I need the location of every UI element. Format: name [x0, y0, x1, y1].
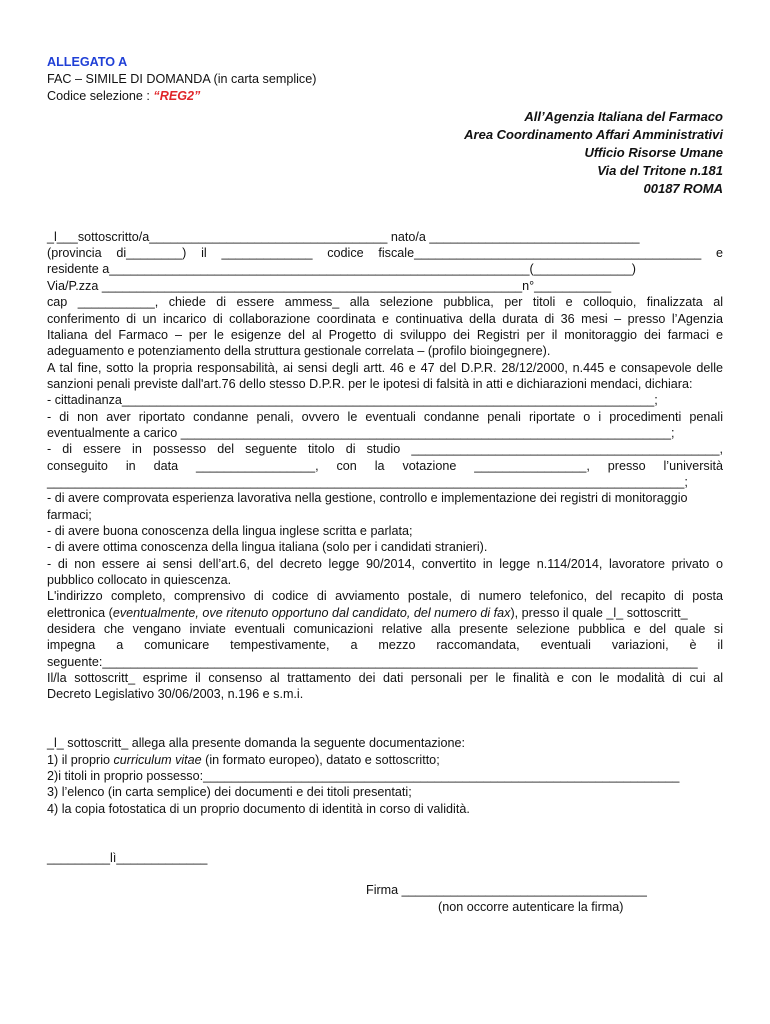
body-line-7: Italiana del Farmaco – per le esigenze del al Progetto di sviluppo dei Registri per il monitoraggio dei farmaci e [47, 328, 723, 342]
address-line-3: Ufficio Risorse Umane [584, 145, 723, 160]
body-line-18: farmaci; [47, 508, 92, 522]
docs-item-1-start: 1) il proprio [47, 753, 114, 767]
body-line-11: - cittadinanza____________________________________________________________________________; [47, 393, 658, 407]
body-line-24-end: ), presso il quale _l_ sottoscritt_ [510, 606, 688, 620]
body-line-16: ___________________________________________________________________________________________; [47, 475, 688, 489]
address-line-1: All’Agenzia Italiana del Farmaco [524, 109, 723, 124]
signature-note: (non occorre autenticare la firma) [438, 900, 624, 914]
body-line-22: pubblico collocato in quiescenza. [47, 573, 232, 587]
docs-item-2: 2)i titoli in proprio possesso:____________________________________________________________________ [47, 769, 680, 783]
body-line-24-italic: eventualmente, ove ritenuto opportuno dal candidato, del numero di fax [112, 606, 511, 620]
body-line-2: (provincia di________) il _____________ codice fiscale_________________________________________ e [47, 246, 723, 260]
codice-label: Codice selezione : [47, 89, 154, 103]
docs-item-1 [47, 752, 723, 768]
docs-item-3: 3) l’elenco (in carta semplice) dei documenti e dei titoli presentati; [47, 785, 412, 799]
docs-item-1-end: (in formato europeo), datato e sottoscritto; [201, 753, 440, 767]
body-line-20: - di avere ottima conoscenza della lingua italiana (solo per i candidati stranieri). [47, 540, 488, 554]
place-date-field: _________lì_____________ [47, 851, 208, 865]
docs-item-1-italic: curriculum vitae [113, 753, 202, 767]
body-line-9: A tal fine, sotto la propria responsabilità, ai sensi degli artt. 46 e 47 del D.P.R. 28/12/2000, n.445 e consapevole delle [47, 361, 723, 375]
body-line-23: L'indirizzo completo, comprensivo di codice di avviamento postale, di numero telefonico, del recapito di posta [47, 589, 723, 603]
body-line-17: - di avere comprovata esperienza lavorativa nella gestione, controllo e implementazione dei registri di monitoraggio [47, 491, 688, 505]
body-line-29: Decreto Legislativo 30/06/2003, n.196 e s.m.i. [47, 687, 304, 701]
address-line-5: 00187 ROMA [643, 181, 723, 196]
address-line-2: Area Coordinamento Affari Amministrativi [464, 127, 723, 142]
address-line-4: Via del Tritone n.181 [597, 163, 723, 178]
body-line-21: - di non essere ai sensi dell’art.6, del decreto legge 90/2014, convertito in legge n.114/2014, lavoratore privato o [47, 557, 723, 571]
body-line-25: desidera che vengano inviate eventuali comunicazioni relative alla presente selezione pubblica e del quale si [47, 622, 723, 636]
body-line-13: eventualmente a carico ______________________________________________________________________; [47, 426, 675, 440]
body-line-1: _l___sottoscritto/a__________________________________ nato/a ______________________________ [47, 230, 640, 244]
body-line-24 [47, 605, 723, 621]
body-line-27: seguente:_____________________________________________________________________________________ [47, 655, 698, 669]
body-line-15: conseguito in data _________________, con la votazione ________________, presso l’università [47, 459, 723, 473]
docs-intro: _l_ sottoscritt_ allega alla presente domanda la seguente documentazione: [47, 736, 465, 750]
body-line-14: - di essere in possesso del seguente titolo di studio ____________________________________________, [47, 442, 723, 456]
body-line-4: Via/P.zza ____________________________________________________________n°___________ [47, 279, 612, 293]
fac-simile-title: FAC – SIMILE DI DOMANDA (in carta semplice) [47, 72, 317, 86]
signature-field: Firma ___________________________________ [366, 883, 647, 897]
body-line-19: - di avere buona conoscenza della lingua inglese scritta e parlata; [47, 524, 413, 538]
body-line-24-start: elettronica ( [47, 606, 113, 620]
docs-item-4: 4) la copia fotostatica di un proprio documento di identità in corso di validità. [47, 802, 470, 816]
body-line-6: conferimento di un incarico di collaborazione coordinata e continuativa della durata di 36 mesi – presso l’Agenzia [47, 312, 723, 326]
codice-selezione [47, 88, 723, 104]
body-line-28: Il/la sottoscritt_ esprime il consenso al trattamento dei dati personali per le finalità e con le modalità di cui al [47, 671, 723, 685]
body-line-26: impegna a comunicare tempestivamente, a mezzo raccomandata, eventuali variazioni, è il [47, 638, 723, 652]
allegato-heading: ALLEGATO A [47, 55, 128, 69]
body-line-12: - di non aver riportato condanne penali, ovvero le eventuali condanne penali riportate o i procedimenti penali [47, 410, 723, 424]
body-line-10: sanzioni penali previste dall'art.76 dello stesso D.P.R. per le ipotesi di falsità in atti e dichiarazioni mendaci, dichiara: [47, 377, 693, 391]
body-line-3: residente a____________________________________________________________(______________) [47, 262, 636, 276]
codice-value: “REG2” [153, 89, 201, 103]
body-line-5: cap ___________, chiede di essere ammess_ alla selezione pubblica, per titoli e colloquio, finalizzata al [47, 295, 723, 309]
body-line-8: adeguamento e potenziamento della struttura gestionale correlata – (profilo bioingegnere). [47, 344, 551, 358]
